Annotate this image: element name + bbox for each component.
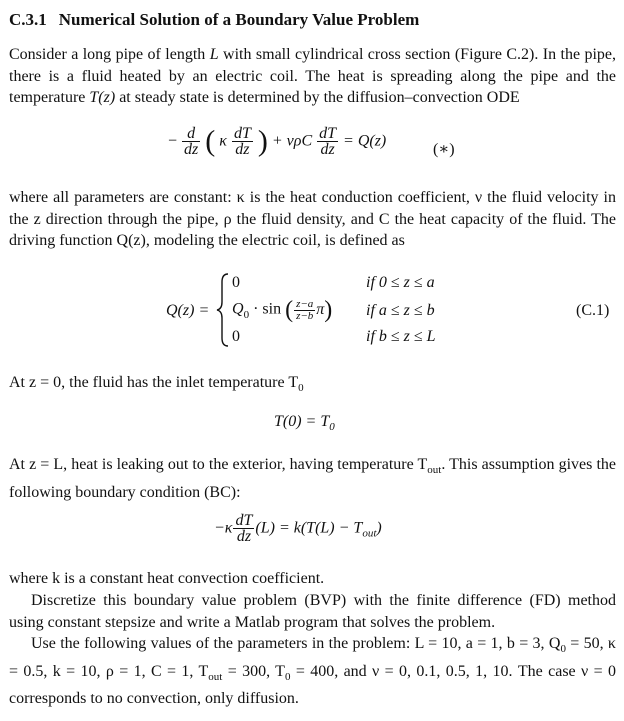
eq-star-tag: (∗) — [433, 141, 455, 158]
paragraph-discretize: Discretize this boundary value problem (BVP) with the finite difference (FD) method using constant stepsize and write a Matlab program that solves the problem. — [9, 592, 616, 631]
p7-tout-sub: out — [208, 670, 223, 683]
p7-text-a: Use the following values of the parameters in the problem: L = 10, a = 1, b = 3, Q — [31, 635, 561, 652]
eq-bc2-dz: dz — [236, 528, 252, 545]
eq-star-dz: dz — [184, 141, 199, 158]
eq-star-kappa: κ — [219, 132, 227, 150]
section-number: C.3.1 — [9, 10, 47, 29]
eq-star-dz3: dz — [320, 141, 335, 158]
eq-bc1-text: T(0) = T — [274, 413, 330, 430]
equation-star: − $\frac{d}{dz}$ ( κ $\frac{dT}{dz}$ ) + νρC $\frac{dT}{dz}$ = Q(z) (∗) — [168, 124, 455, 158]
p7-q-sub: 0 — [560, 643, 566, 656]
p7-text-d: = 400, and ν = 0, 0.1, 0.5, 1, 10. The case ν = 0 corresponds to no convection, only diffusion. — [9, 662, 617, 708]
p1-text-b: with small cylindrical cross section (Figure C.2). In the pipe, there is a fluid heated by an electric coil. The heat is spreading along the pipe and the temperature — [9, 46, 617, 106]
equation-bc1 — [274, 413, 335, 433]
p1-var-Tz: T(z) — [89, 89, 116, 106]
eq-c1-case1-value: 0 — [232, 274, 240, 291]
p7-text-b: = 50, κ = 0.5, k = 10, ρ = 1, C = 1, T — [9, 635, 616, 680]
eq-star-minus: − — [168, 132, 178, 150]
eq-c1-fraction — [294, 299, 315, 322]
eq-bc2-text-b: ) — [376, 519, 382, 537]
left-brace-icon — [215, 272, 231, 348]
eq-c1-case2-value: $Q_0 \cdot \sin$ ( $\frac{z-a}{z-b}$ π) — [232, 297, 333, 323]
eq-c1-case3-cond: if b ≤ z ≤ L — [366, 328, 436, 345]
eq-bc2-text-a: (L) = k(T(L) − T — [255, 519, 363, 537]
eq-c1-case2-cond: if a ≤ z ≤ b — [366, 302, 435, 319]
p3-text: At z = 0, the fluid has the inlet temperature T — [9, 374, 299, 391]
p7-text-c: = 300, T — [222, 662, 285, 680]
section-title: Numerical Solution of a Boundary Value Problem — [58, 10, 420, 29]
p3-sub: 0 — [298, 382, 304, 395]
p4-sub: out — [427, 464, 442, 477]
p7-t0-sub: 0 — [284, 670, 291, 683]
p1-text-a: Consider a long pipe of length — [9, 46, 206, 63]
p1-var-L: L — [209, 46, 219, 63]
eq-c1-tag: (C.1) — [576, 302, 610, 319]
eq-star-d: d — [182, 126, 200, 142]
eq-bc2-sub: out — [362, 527, 377, 540]
paragraph-values — [9, 633, 616, 710]
eq-star-dz2: dz — [235, 141, 250, 158]
paragraph-intro — [9, 44, 616, 109]
eq-c1-Q-sub: 0 — [243, 308, 250, 321]
eq-c1-case3-value: 0 — [232, 328, 240, 345]
eq-star-dT-dz — [232, 126, 253, 157]
eq-bc2-minus: −κ — [214, 519, 233, 537]
eq-star-d-dz — [182, 126, 200, 157]
paragraph-parameters: where all parameters are constant: κ is the heat conduction coefficient, ν the fluid velocity in the z direction through the pipe, ρ the fluid density, and C the heat capacity of the fluid. The driving function Q(z), modeling the electric coil, is defined as — [9, 189, 616, 249]
eq-star-rhs: = Q(z) — [343, 132, 387, 150]
eq-c1-den: z−b — [296, 309, 314, 322]
eq-c1-Q: Q — [232, 300, 244, 318]
eq-c1-case1-cond: if 0 ≤ z ≤ a — [366, 274, 435, 291]
section-heading — [9, 10, 419, 30]
eq-star-plus: + νρC — [271, 132, 313, 150]
paragraph-k: where k is a constant heat convection coefficient. — [9, 570, 325, 587]
equation-bc2 — [214, 513, 382, 544]
eq-c1-pi: π — [316, 301, 325, 318]
p4-text-a: At z = L, heat is leaking out to the exterior, having temperature T — [9, 456, 428, 473]
paragraph-leak — [9, 454, 616, 503]
paragraph-inlet — [9, 372, 616, 400]
eq-bc2-dT: dT — [235, 512, 253, 529]
p1-text-c: at steady state is determined by the diffusion–convection ODE — [119, 89, 520, 106]
eq-star-dT-dz-2 — [317, 126, 338, 157]
p4-text-b: . This assumption gives the following boundary condition (BC): — [9, 456, 616, 501]
eq-c1-lhs: Q(z) = — [166, 302, 210, 319]
eq-star-dT: dT — [233, 125, 251, 142]
eq-bc2-frac — [233, 513, 254, 544]
eq-c1-sin: · sin — [249, 300, 282, 318]
eq-c1-num: z−a — [296, 297, 314, 310]
eq-bc1-sub: 0 — [329, 421, 335, 434]
eq-star-dT2: dT — [319, 125, 337, 142]
